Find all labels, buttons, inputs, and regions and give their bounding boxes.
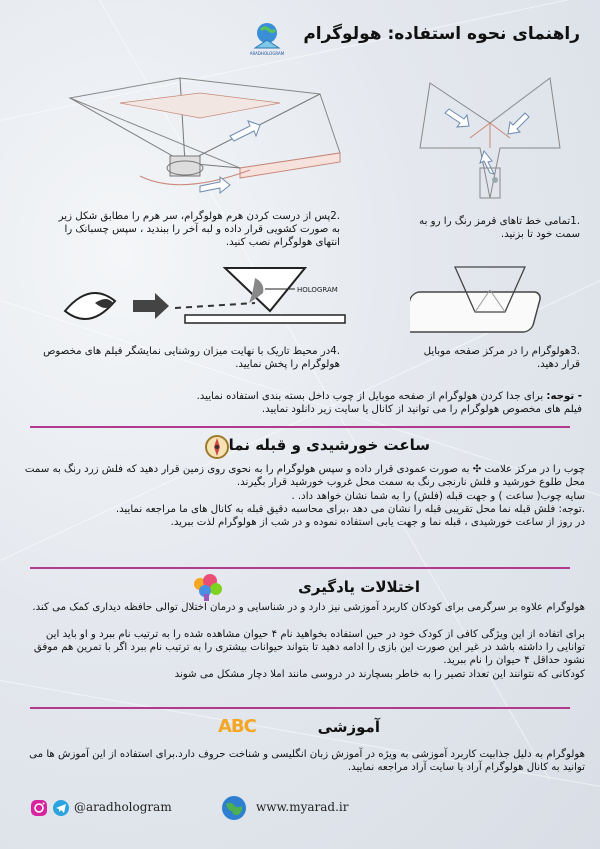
step-4-caption: .4در محیط تاریک با نهایت میزان روشنایی نمایشگر فیلم های مخصوص هولوگرام را پخش نمایید.	[43, 346, 340, 370]
globe-icon	[220, 794, 248, 822]
note-line-1: برای جدا کردن هولوگرام از صفحه موبایل از چوب داخل بسته بندی استفاده نمایید.	[196, 391, 547, 402]
social-handle-link[interactable]: @aradhologram	[74, 800, 172, 814]
website-link[interactable]: www.myarad.ir	[256, 800, 349, 814]
footer	[0, 790, 600, 826]
telegram-icon[interactable]	[52, 799, 70, 817]
section-title-learning-disorders: اختلالات یادگیری	[298, 578, 420, 596]
sundial-paragraph-3: .توجه: فلش قبله نما محل تقریبی قبله را نشان می دهد ،برای محاسبه دقیق قبله به کانال های ما مراجعه نمایید.	[115, 504, 585, 515]
note-label: - توجه:	[546, 391, 582, 402]
disorders-paragraph-2: برای اتفاده از این ویژگی کافی از کودک خود در حین استفاده بخواهید نام ۴ حیوان مشاهده شده را به ترتیب نام ببرد و او باید این توانایی را داشته باشد در غیر این صورت این بازی را ادامه دهید تا بتواند حیوانات بیشتری را به ترتیب نام ببرد اگر با تمرین هم موفق نشود حداقل ۴ حیوان را نام ببرید.	[33, 629, 585, 667]
section-divider	[30, 707, 570, 709]
disorders-paragraph-3: کودکانی که نتوانند این تعداد تصیر را به خاطر بسچارند در دروسی مانند املا دچار مشکل می شوند	[174, 669, 585, 680]
folding-net-figure	[410, 68, 570, 208]
phone-hologram-figure	[410, 262, 560, 340]
page-title: راهنمای نحوه استفاده: هولوگرام	[303, 24, 580, 44]
svg-text:HOLOGRAM: HOLOGRAM	[297, 286, 338, 294]
viewing-hologram-figure	[55, 263, 355, 335]
page-header	[250, 18, 580, 58]
step-3-caption: .3هولوگرام را در مرکز صفحه موبایل قرار دهید.	[423, 346, 580, 370]
abc-icon	[218, 716, 256, 737]
brain-icon	[190, 572, 224, 602]
section-divider	[30, 567, 570, 569]
aradhologram-logo	[250, 18, 284, 56]
hologram-assembly-figure	[40, 58, 345, 208]
educational-paragraph: هولوگرام به دلیل جذابیت کاربرد آموزشی به ویژه در آموزش زبان انگلیسی و شناخت حروف دارد.برای استفاده از این آموزش ها می توانید به کانال هولوگرام آراد یا سایت آراد مراجعه نمایید.	[29, 749, 585, 774]
sundial-paragraph-1: چوب را در مرکز علامت ✣ به صورت عمودی قرار داده و سپس هولوگرام را به نحوی روی زمین قرار دهید که فلش زرد رنگ به سمت محل طلوع خورشید و فلش نارنجی رنگ به سمت محل غروب خورشید قرار بگیرند.	[24, 464, 585, 489]
section-divider	[30, 426, 570, 428]
removal-note	[20, 390, 582, 416]
compass-icon	[204, 434, 230, 460]
section-title-educational: آموزشی	[317, 718, 380, 736]
instagram-icon[interactable]	[30, 799, 48, 817]
step-1-caption: .1تمامی خط تاهای قرمز رنگ را رو به سمت خود تا بزنید.	[419, 216, 580, 240]
disorders-paragraph-1: هولوگرام علاوه بر سرگرمی برای کودکان کاربرد آموزشی نیز دارد و در شناسایی و درمان اختلال توالی حافظه دیداری کمک می کند.	[32, 602, 585, 613]
sundial-paragraph-2: سایه چوب( ساعت ) و جهت قبله (فلش) را به شما نشان خواهد داد. .	[291, 491, 585, 502]
svg-text:ARADHOLOGRAM: ARADHOLOGRAM	[250, 51, 284, 56]
abc-letters: ABC	[218, 716, 256, 737]
step-2-caption: .2پس از درست کردن هرم هولوگرام، سر هرم را مطابق شکل زیر به صورت کشویی قرار داده و لبه آخر را ببندید ، سپس چسبانک را انتهای هولوگرام نصب کنید.	[58, 211, 340, 248]
sundial-paragraph-4: در روز از ساعت خورشیدی ، قبله نما و جهت یابی استفاده نموده و در شب از هولوگرام لذت ببرید.	[170, 517, 585, 528]
section-title-sundial: ساعت خورشیدی و قبله نما	[228, 436, 430, 454]
background-line	[0, 680, 600, 803]
note-line-2: فیلم های مخصوص هولوگرام را می توانید از کانال یا سایت زیر دانلود نمایید.	[261, 404, 582, 415]
